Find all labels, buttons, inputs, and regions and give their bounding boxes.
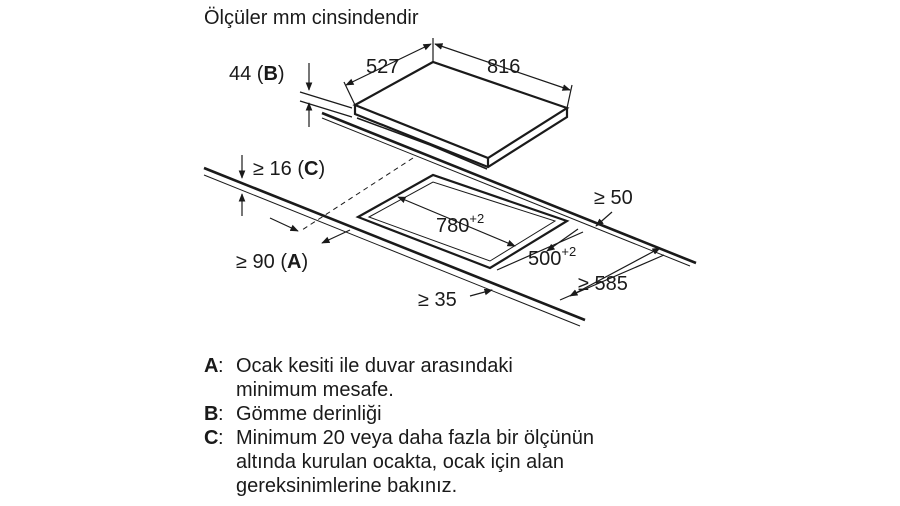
legend-text: Gömme derinliği [236, 403, 382, 425]
side-clearance-value: ≥ 90 [236, 251, 275, 273]
wall-gap-label: ≥ 16 (C) [253, 158, 326, 180]
legend-key: C [204, 427, 219, 449]
diagram-title: Ölçüler mm cinsindendir [204, 7, 419, 29]
legend-text: Minimum 20 veya daha fazla bir ölçünün altında kurulan ocakta, ocak için alan gereksinimlerine bakınız. [236, 427, 594, 497]
worktop-depth-label: ≥ 585 [578, 273, 628, 295]
legend-key: B [204, 403, 219, 425]
hob-width-label: 816 [487, 56, 521, 78]
legend-colon: : [218, 355, 224, 377]
rear-clearance-label: ≥ 50 [594, 187, 633, 209]
legend-key: A [204, 355, 219, 377]
legend-item-b [204, 402, 724, 426]
cutout-depth-label [528, 244, 576, 270]
worktop-edge-lower [204, 168, 585, 326]
installation-depth-label: 44 (B) [229, 63, 285, 85]
front-clearance-label: ≥ 35 [418, 289, 457, 311]
cutout-width-value: 780 [436, 215, 470, 237]
installation-depth-value: 44 [229, 63, 252, 85]
side-clearance-key: A [287, 251, 302, 273]
cutout-depth-value: 500 [528, 248, 562, 270]
wall-gap-value: ≥ 16 [253, 158, 292, 180]
cutout-width-tolerance: +2 [469, 211, 485, 226]
legend-item-a [204, 354, 724, 402]
cutout-depth-tolerance: +2 [561, 244, 577, 259]
side-clearance-label: ≥ 90 (A) [236, 251, 309, 273]
cutout-width-label [436, 211, 484, 237]
wall-gap-key: C [304, 158, 319, 180]
legend-colon: : [218, 403, 224, 425]
hob-depth-label: 527 [366, 56, 400, 78]
legend-item-c [204, 426, 724, 498]
legend-colon: : [218, 427, 224, 449]
installation-depth-key: B [263, 63, 278, 85]
legend-text: Ocak kesiti ile duvar arasındaki minimum mesafe. [236, 355, 513, 401]
legend [204, 354, 724, 498]
